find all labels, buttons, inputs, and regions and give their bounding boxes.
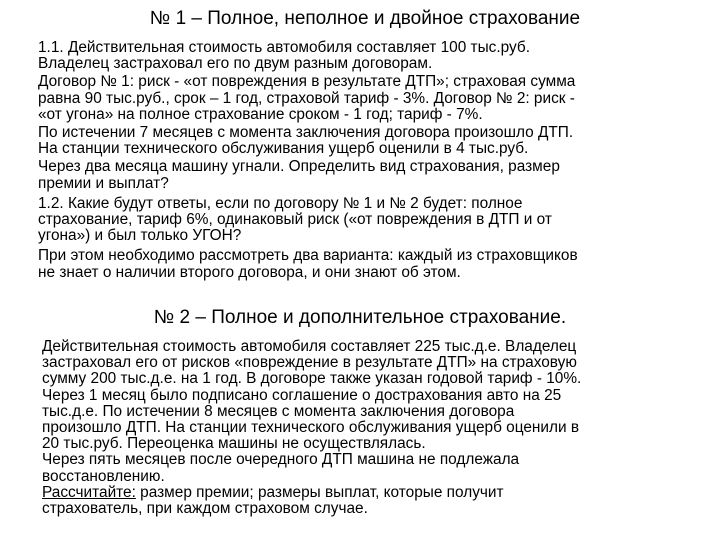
text-line: страхователь, при каждом страховом случае. — [42, 500, 368, 518]
text-line: Действительная стоимость автомобиля составляет 225 тыс.д.е. Владелец — [42, 338, 577, 355]
paragraph — [38, 196, 718, 245]
text-line: На станции технического обслуживания ущерб оценили в 4 тыс.руб. — [38, 140, 529, 158]
text-line: Владелец застраховал его по двум разным договорам. — [38, 55, 433, 73]
paragraph — [38, 159, 718, 191]
text-line: Договор № 1: риск - «от повреждения в результате ДТП»; страховая сумма — [38, 73, 576, 91]
paragraph — [42, 339, 718, 517]
text-line: По истечении 7 месяцев с момента заключения договора произошло ДТП. — [38, 124, 574, 142]
text-line: 20 тыс.руб. Переоценка машины не осуществлялась. — [42, 435, 426, 453]
text-line: Через пять месяцев после очередного ДТП машина не подлежала — [42, 451, 520, 469]
text-line: При этом необходимо рассмотреть два варианта: каждый из страховщиков — [38, 247, 578, 265]
text-line: равна 90 тыс.руб., срок – 1 год, страховой тариф - 3%. Договор № 2: риск - — [38, 89, 575, 107]
task-line — [42, 485, 718, 501]
paragraph — [38, 125, 718, 157]
paragraph — [38, 248, 718, 280]
text-line: 1.2. Какие будут ответы, если по договору № 1 и № 2 будет: полное — [38, 194, 523, 212]
task-text: размер премии; размеры выплат, которые получит — [135, 483, 504, 501]
text-line: угона») и был только УГОН? — [38, 227, 242, 245]
text-line: Через два месяца машину угнали. Определить вид страхования, размер — [38, 158, 560, 176]
text-line: застраховал его от рисков «повреждение в результате ДТП» на страховую — [42, 354, 577, 372]
text-line: Через 1 месяц было подписано соглашение о дострахования авто на 25 — [42, 386, 562, 404]
text-line: премии и выплат? — [38, 174, 169, 192]
text-line: сумму 200 тыс.д.е. на 1 год. В договоре также указан годовой тариф - 10%. — [42, 370, 582, 388]
task-label: Рассчитайте: — [42, 483, 136, 501]
section-2-title: № 2 – Полное и дополнительное страхование. — [153, 307, 567, 328]
text-line: страхование, тариф 6%, одинаковый риск («от повреждения в ДТП и от — [38, 211, 552, 229]
text-line: не знает о наличии второго договора, и они знают об этом. — [38, 263, 461, 281]
text-line: тыс.д.е. По истечении 8 месяцев с момента заключения договора — [42, 402, 515, 420]
text-line: произошло ДТП. На станции технического обслуживания ущерб оценили в — [42, 419, 580, 437]
section-2-body — [42, 339, 718, 519]
section-1-body — [38, 40, 718, 283]
section-1-title: № 1 – Полное, неполное и двойное страхование — [149, 8, 581, 29]
paragraph — [38, 74, 718, 123]
text-line: восстановлению. — [42, 467, 165, 485]
text-line: «от угона» на полное страхование сроком - 1 год; тариф - 7%. — [38, 105, 483, 123]
paragraph — [38, 40, 718, 72]
text-line: 1.1. Действительная стоимость автомобиля составляет 100 тыс.руб. — [38, 39, 530, 56]
